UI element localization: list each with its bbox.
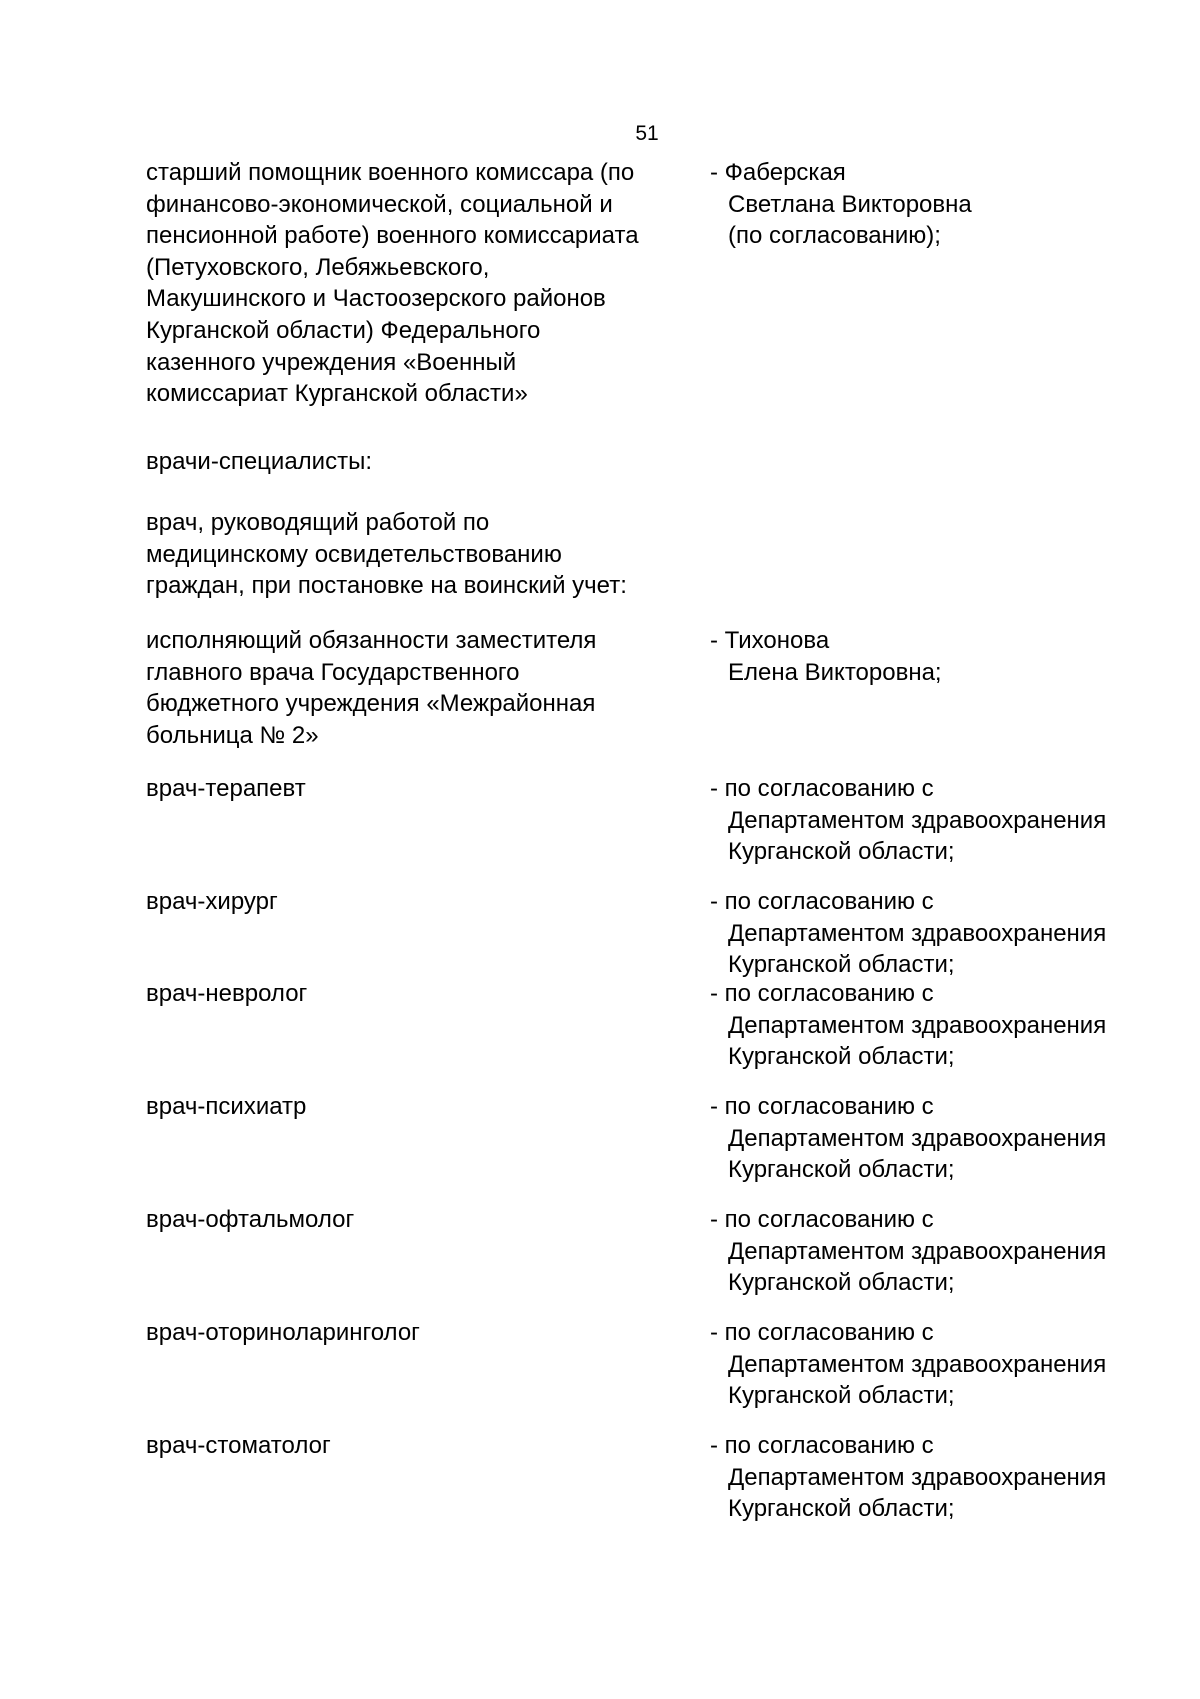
- role-description: врач-хирург: [146, 888, 278, 915]
- assignee-line: Курганской области;: [728, 1043, 955, 1071]
- assignee-line: - по согласованию с: [710, 1432, 934, 1459]
- assignee-line: (по согласованию);: [728, 222, 941, 250]
- assignee-line: - по согласованию с: [710, 980, 934, 1007]
- assignee-line: Курганской области;: [728, 838, 955, 866]
- assignee-block: [710, 886, 1170, 981]
- assignee-line: - Тихонова: [710, 627, 830, 654]
- assignee-block: [710, 625, 1170, 688]
- assignee-line: Курганской области;: [728, 951, 955, 979]
- assignee-line: Департаментом здравоохранения: [728, 1463, 1107, 1491]
- assignee-line: - по согласованию с: [710, 775, 934, 802]
- assignee-line: Департаментом здравоохранения: [728, 1124, 1107, 1152]
- assignee-line: Курганской области;: [728, 1156, 955, 1184]
- assignee-line: - по согласованию с: [710, 1093, 934, 1120]
- role-description: врач, руководящий работой по медицинскому освидетельствованию граждан, при постановке на воинский учет:: [146, 509, 627, 600]
- role-description: старший помощник военного комиссара (по финансово-экономической, социальной и пенсионной работе) военного комиссариата (Петуховского, Лебяжьевского, Макушинского и Частоозерского районов Курганской области) Федерального казенного учреждения «Военный комиссариат Курганской области»: [146, 159, 639, 408]
- role-description: врач-терапевт: [146, 775, 306, 802]
- assignee-block: [710, 773, 1170, 868]
- assignee-line: - Фаберская: [710, 159, 846, 186]
- page-number: 51: [635, 122, 659, 145]
- role-description: врач-невролог: [146, 980, 308, 1007]
- assignee-block: [710, 157, 1170, 252]
- assignee-block: [710, 978, 1170, 1073]
- role-description: врач-психиатр: [146, 1093, 307, 1120]
- assignee-block: [710, 1317, 1170, 1412]
- assignee-line: Курганской области;: [728, 1269, 955, 1297]
- assignee-line: - по согласованию с: [710, 888, 934, 915]
- role-description: врачи-специалисты:: [146, 448, 372, 475]
- role-description: исполняющий обязанности заместителя главного врача Государственного бюджетного учреждения «Межрайонная больница № 2»: [146, 627, 597, 749]
- assignee-line: - по согласованию с: [710, 1319, 934, 1346]
- assignee-line: - по согласованию с: [710, 1206, 934, 1233]
- assignee-line: Департаментом здравоохранения: [728, 806, 1107, 834]
- assignee-block: [710, 1430, 1170, 1525]
- assignee-block: [710, 1091, 1170, 1186]
- role-description: врач-офтальмолог: [146, 1206, 355, 1233]
- assignee-line: Департаментом здравоохранения: [728, 1237, 1107, 1265]
- role-description: врач-стоматолог: [146, 1432, 331, 1459]
- assignee-line: Департаментом здравоохранения: [728, 1350, 1107, 1378]
- assignee-line: Департаментом здравоохранения: [728, 1011, 1107, 1039]
- role-description: врач-оториноларинголог: [146, 1319, 420, 1346]
- assignee-line: Елена Викторовна;: [728, 658, 942, 686]
- assignee-line: Светлана Викторовна: [728, 190, 972, 218]
- assignee-line: Департаментом здравоохранения: [728, 919, 1107, 947]
- assignee-line: Курганской области;: [728, 1495, 955, 1523]
- assignee-block: [710, 1204, 1170, 1299]
- assignee-line: Курганской области;: [728, 1382, 955, 1410]
